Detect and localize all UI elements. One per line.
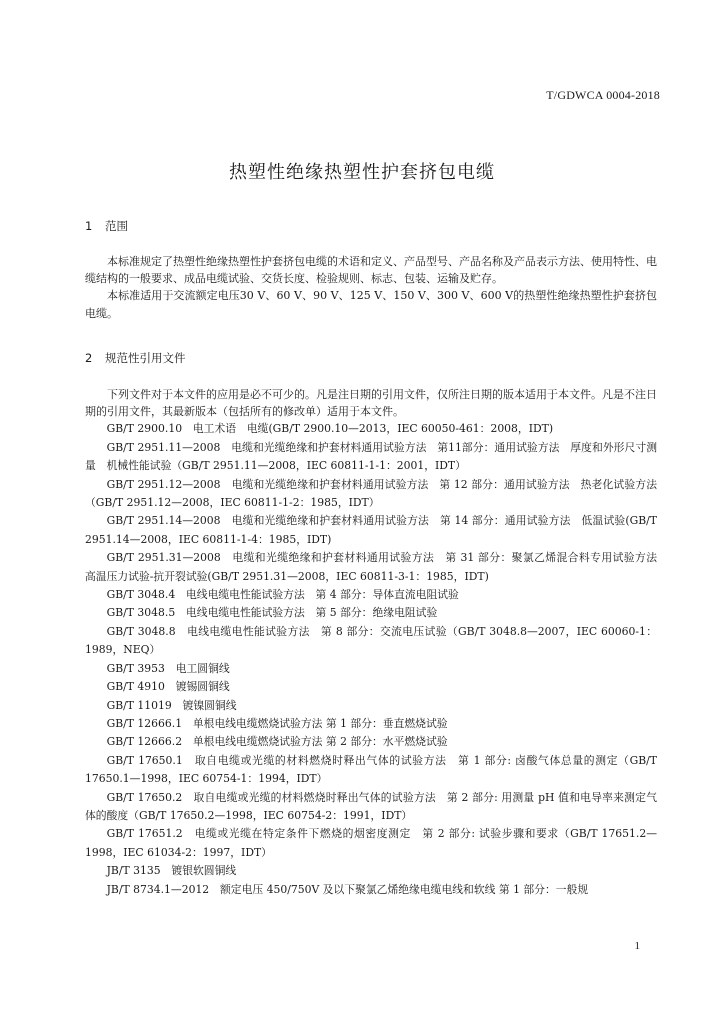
reference-item: GB/T 17650.1 取自电缆或光缆的材料燃烧时释出气体的试验方法 第 1 部分: 卤酸气体总量的测定（GB/T 17650.1—1998，IEC 60754-1：1994，IDT） [85,753,657,786]
reference-item: GB/T 2900.10 电工术语 电缆(GB/T 2900.10—2013，IEC 60050-461：2008，IDT) [106,422,554,436]
reference-item: JB/T 3135 镀银软圆铜线 [106,864,237,878]
section-heading-scope [85,218,128,234]
reference-item: GB/T 17651.2 电缆或光缆在特定条件下燃烧的烟密度测定 第 2 部分: 试验步骤和要求（GB/T 17651.2—1998，IEC 61034-2：1997，IDT） [85,827,657,859]
reference-item: GB/T 17650.2 取自电缆或光缆的材料燃烧时释出气体的试验方法 第 2 部分: 用测量 pH 值和电导率来测定气体的酸度（GB/T 17650.2—1998，IEC 60754-2：1991，IDT） [85,790,657,822]
section-number: 1 [85,219,93,233]
section-number: 2 [85,351,93,365]
reference-list [85,420,668,899]
reference-item: GB/T 11019 镀镍圆铜线 [106,698,237,712]
reference-item: GB/T 12666.2 单根电线电缆燃烧试验方法 第 2 部分：水平燃烧试验 [106,735,448,749]
section-title: 规范性引用文件 [105,351,186,365]
reference-item: GB/T 3953 电工圆铜线 [106,661,230,675]
reference-item: GB/T 3048.4 电线电缆电性能试验方法 第 4 部分：导体直流电阻试验 [106,588,459,602]
reference-item: GB/T 2951.14—2008 电缆和光缆绝缘和护套材料通用试验方法 第 14 部分：通用试验方法 低温试验(GB/T 2951.14—2008，IEC 60811-1-4：1985，IDT) [85,514,657,546]
reference-item: GB/T 3048.8 电线电缆电性能试验方法 第 8 部分：交流电压试验（GB/T 3048.8—2007，IEC 60060-1：1989，NEQ） [85,624,657,657]
scope-paragraph: 本标准适用于交流额定电压30 V、60 V、90 V、125 V、150 V、300 V、600 V的热塑性绝缘热塑性护套挤包电缆。 [85,289,657,320]
reference-item: JB/T 8734.1—2012 额定电压 450/750V 及以下聚氯乙烯绝缘电缆电线和软线 第 1 部分：一般规 [106,882,589,896]
section-heading-normative-references [85,350,186,366]
scope-paragraph: 本标准规定了热塑性绝缘热塑性护套挤包电缆的术语和定义、产品型号、产品名称及产品表示方法、使用特性、电缆结构的一般要求、成品电缆试验、交货长度、检验规则、标志、包装、运输及贮存。 [85,255,657,286]
reference-item: GB/T 12666.1 单根电线电缆燃烧试验方法 第 1 部分：垂直燃烧试验 [106,716,448,730]
reference-item: GB/T 3048.5 电线电缆电性能试验方法 第 5 部分：绝缘电阻试验 [106,606,438,620]
document-title: 热塑性绝缘热塑性护套挤包电缆 [229,162,495,183]
page-number: 1 [634,940,640,952]
reference-item: GB/T 2951.12—2008 电缆和光缆绝缘和护套材料通用试验方法 第 12 部分：通用试验方法 热老化试验方法（GB/T 2951.12—2008，IEC 60811-1-2：1985，IDT） [85,477,657,510]
section-title: 范围 [105,219,128,233]
reference-item: GB/T 2951.31—2008 电缆和光缆绝缘和护套材料通用试验方法 第 31 部分：聚氯乙烯混合料专用试验方法 高温压力试验-抗开裂试验(GB/T 2951.31—2008，IEC 60811-3-1：1985，IDT) [85,551,668,583]
document-code: T/GDWCA 0004-2018 [546,88,660,102]
references-body [85,386,668,899]
references-intro-paragraph: 下列文件对于本文件的应用是必不可少的。凡是注日期的引用文件，仅所注日期的版本适用于本文件。凡是不注日期的引用文件，其最新版本（包括所有的修改单）适用于本文件。 [85,388,657,419]
reference-item: GB/T 2951.11—2008 电缆和光缆绝缘和护套材料通用试验方法 第11部分：通用试验方法 厚度和外形尺寸测量 机械性能试验（GB/T 2951.11—2008，IEC 60811-1-1：2001，IDT） [85,440,657,473]
reference-item: GB/T 4910 镀锡圆铜线 [106,680,230,694]
scope-body [85,253,657,322]
